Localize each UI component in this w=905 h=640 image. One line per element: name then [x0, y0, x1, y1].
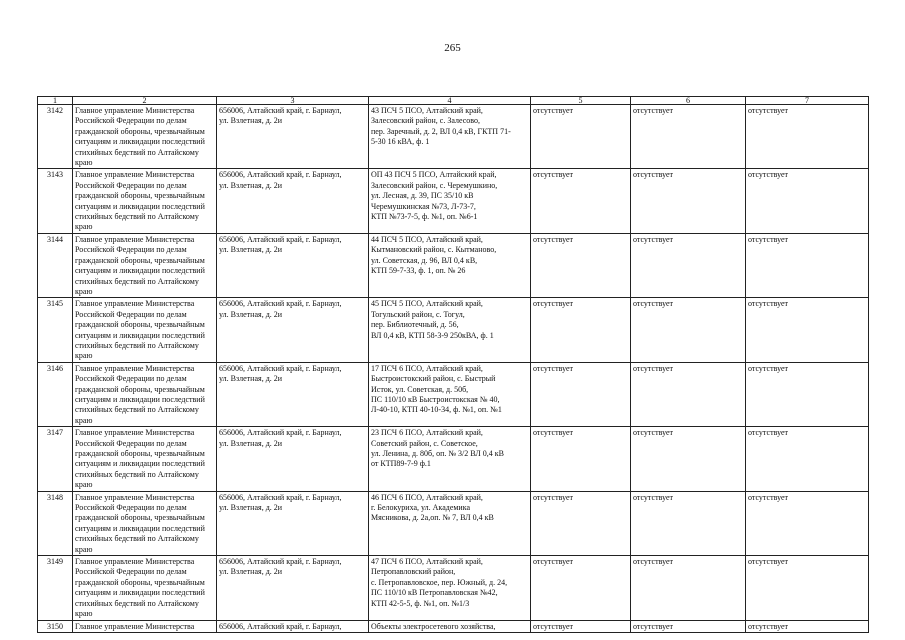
table-header-row	[38, 97, 869, 105]
cell-col6: отсутствует	[631, 556, 746, 620]
cell-col7: отсутствует	[746, 491, 869, 555]
cell-object: 44 ПСЧ 5 ПСО, Алтайский край, Кытмановский район, с. Кытманово, ул. Советская, д. 96, ВЛ 0,4 кВ, КТП 59-7-33, ф. 1, оп. № 26	[369, 233, 531, 297]
cell-number: 3142	[38, 105, 73, 169]
cell-organization: Главное управление Министерства Российской Федерации по делам гражданской обороны, чрезвычайным ситуациям и ликвидации последствий стихийных бедствий по Алтайскому краю	[73, 105, 217, 169]
cell-object: ОП 43 ПСЧ 5 ПСО, Алтайский край, Залесовский район, с. Черемушкино, ул. Лесная, д. 39, ПС 35/10 кВ Черемушкинская №73, Л-73-7, КТП №73-7-5, ф. №1, оп. №6-1	[369, 169, 531, 233]
cell-address: 656006, Алтайский край, г. Барнаул, ул. Взлетная, д. 2и	[217, 362, 369, 426]
cell-number: 3148	[38, 491, 73, 555]
cell-col7: отсутствует	[746, 620, 869, 632]
registry-table	[37, 96, 869, 633]
table-row	[38, 620, 869, 632]
cell-col7: отсутствует	[746, 298, 869, 362]
cell-address: 656006, Алтайский край, г. Барнаул, ул. Взлетная, д. 2и	[217, 105, 369, 169]
cell-address: 656006, Алтайский край, г. Барнаул, ул. Взлетная, д. 2и	[217, 427, 369, 491]
cell-col6: отсутствует	[631, 620, 746, 632]
cell-col6: отсутствует	[631, 362, 746, 426]
cell-col5: отсутствует	[531, 233, 631, 297]
cell-organization: Главное управление Министерства Российской Федерации по делам гражданской обороны, чрезвычайным ситуациям и ликвидации последствий стихийных бедствий по Алтайскому краю	[73, 362, 217, 426]
table-row	[38, 105, 869, 169]
header-cell: 1	[38, 97, 73, 105]
cell-organization: Главное управление Министерства	[73, 620, 217, 632]
cell-col7: отсутствует	[746, 105, 869, 169]
cell-number: 3144	[38, 233, 73, 297]
cell-col5: отсутствует	[531, 298, 631, 362]
cell-organization: Главное управление Министерства Российской Федерации по делам гражданской обороны, чрезвычайным ситуациям и ликвидации последствий стихийных бедствий по Алтайскому краю	[73, 169, 217, 233]
cell-number: 3143	[38, 169, 73, 233]
cell-object: 43 ПСЧ 5 ПСО, Алтайский край, Залесовский район, с. Залесово, пер. Заречный, д. 2, ВЛ 0,4 кВ, ГКТП 71- 5-30 16 кВА, ф. 1	[369, 105, 531, 169]
header-cell: 4	[369, 97, 531, 105]
cell-col7: отсутствует	[746, 362, 869, 426]
cell-col7: отсутствует	[746, 233, 869, 297]
header-cell: 3	[217, 97, 369, 105]
cell-col6: отсутствует	[631, 298, 746, 362]
cell-col7: отсутствует	[746, 169, 869, 233]
cell-col5: отсутствует	[531, 620, 631, 632]
cell-col5: отсутствует	[531, 169, 631, 233]
table-row	[38, 298, 869, 362]
cell-col5: отсутствует	[531, 491, 631, 555]
table-row	[38, 362, 869, 426]
header-cell: 5	[531, 97, 631, 105]
header-cell: 6	[631, 97, 746, 105]
cell-col7: отсутствует	[746, 427, 869, 491]
cell-number: 3146	[38, 362, 73, 426]
cell-col5: отсутствует	[531, 556, 631, 620]
cell-col5: отсутствует	[531, 427, 631, 491]
cell-object: Объекты электросетевого хозяйства,	[369, 620, 531, 632]
cell-col7: отсутствует	[746, 556, 869, 620]
header-cell: 7	[746, 97, 869, 105]
header-cell: 2	[73, 97, 217, 105]
cell-address: 656006, Алтайский край, г. Барнаул, ул. Взлетная, д. 2и	[217, 169, 369, 233]
cell-number: 3150	[38, 620, 73, 632]
page-number: 265	[444, 42, 461, 54]
cell-address: 656006, Алтайский край, г. Барнаул,	[217, 620, 369, 632]
cell-address: 656006, Алтайский край, г. Барнаул, ул. Взлетная, д. 2и	[217, 556, 369, 620]
cell-organization: Главное управление Министерства Российской Федерации по делам гражданской обороны, чрезвычайным ситуациям и ликвидации последствий стихийных бедствий по Алтайскому краю	[73, 556, 217, 620]
cell-organization: Главное управление Министерства Российской Федерации по делам гражданской обороны, чрезвычайным ситуациям и ликвидации последствий стихийных бедствий по Алтайскому краю	[73, 298, 217, 362]
cell-col6: отсутствует	[631, 169, 746, 233]
cell-col5: отсутствует	[531, 105, 631, 169]
cell-address: 656006, Алтайский край, г. Барнаул, ул. Взлетная, д. 2и	[217, 233, 369, 297]
cell-number: 3149	[38, 556, 73, 620]
cell-organization: Главное управление Министерства Российской Федерации по делам гражданской обороны, чрезвычайным ситуациям и ликвидации последствий стихийных бедствий по Алтайскому краю	[73, 427, 217, 491]
cell-col6: отсутствует	[631, 427, 746, 491]
table-row	[38, 491, 869, 555]
cell-object: 23 ПСЧ 6 ПСО, Алтайский край, Советский район, с. Советское, ул. Ленина, д. 80б, оп. № 3/2 ВЛ 0,4 кВ от КТП89-7-9 ф.1	[369, 427, 531, 491]
table-row	[38, 556, 869, 620]
table-row	[38, 427, 869, 491]
cell-address: 656006, Алтайский край, г. Барнаул, ул. Взлетная, д. 2и	[217, 491, 369, 555]
cell-col5: отсутствует	[531, 362, 631, 426]
table-row	[38, 233, 869, 297]
cell-object: 46 ПСЧ 6 ПСО, Алтайский край, г. Белокуриха, ул. Академика Мясникова, д. 2а,оп. № 7, ВЛ 0,4 кВ	[369, 491, 531, 555]
table-row	[38, 169, 869, 233]
cell-organization: Главное управление Министерства Российской Федерации по делам гражданской обороны, чрезвычайным ситуациям и ликвидации последствий стихийных бедствий по Алтайскому краю	[73, 491, 217, 555]
cell-organization: Главное управление Министерства Российской Федерации по делам гражданской обороны, чрезвычайным ситуациям и ликвидации последствий стихийных бедствий по Алтайскому краю	[73, 233, 217, 297]
cell-col6: отсутствует	[631, 233, 746, 297]
cell-col6: отсутствует	[631, 491, 746, 555]
cell-object: 17 ПСЧ 6 ПСО, Алтайский край, Быстроистокский район, с. Быстрый Исток, ул. Советская, д. 50б, ПС 110/10 кВ Быстроистокская № 40, Л-40-10, КТП 40-10-34, ф. №1, оп. №1	[369, 362, 531, 426]
cell-object: 45 ПСЧ 5 ПСО, Алтайский край, Тогульский район, с. Тогул, пер. Библиотечный, д. 56, ВЛ 0,4 кВ, КТП 58-3-9 250кВА, ф. 1	[369, 298, 531, 362]
cell-object: 47 ПСЧ 6 ПСО, Алтайский край, Петропавловский район, с. Петропавловское, пер. Южный, д. 24, ПС 110/10 кВ Петропавловская №42, КТП 42-5-5, ф. №1, оп. №1/3	[369, 556, 531, 620]
cell-number: 3145	[38, 298, 73, 362]
cell-number: 3147	[38, 427, 73, 491]
cell-address: 656006, Алтайский край, г. Барнаул, ул. Взлетная, д. 2и	[217, 298, 369, 362]
cell-col6: отсутствует	[631, 105, 746, 169]
